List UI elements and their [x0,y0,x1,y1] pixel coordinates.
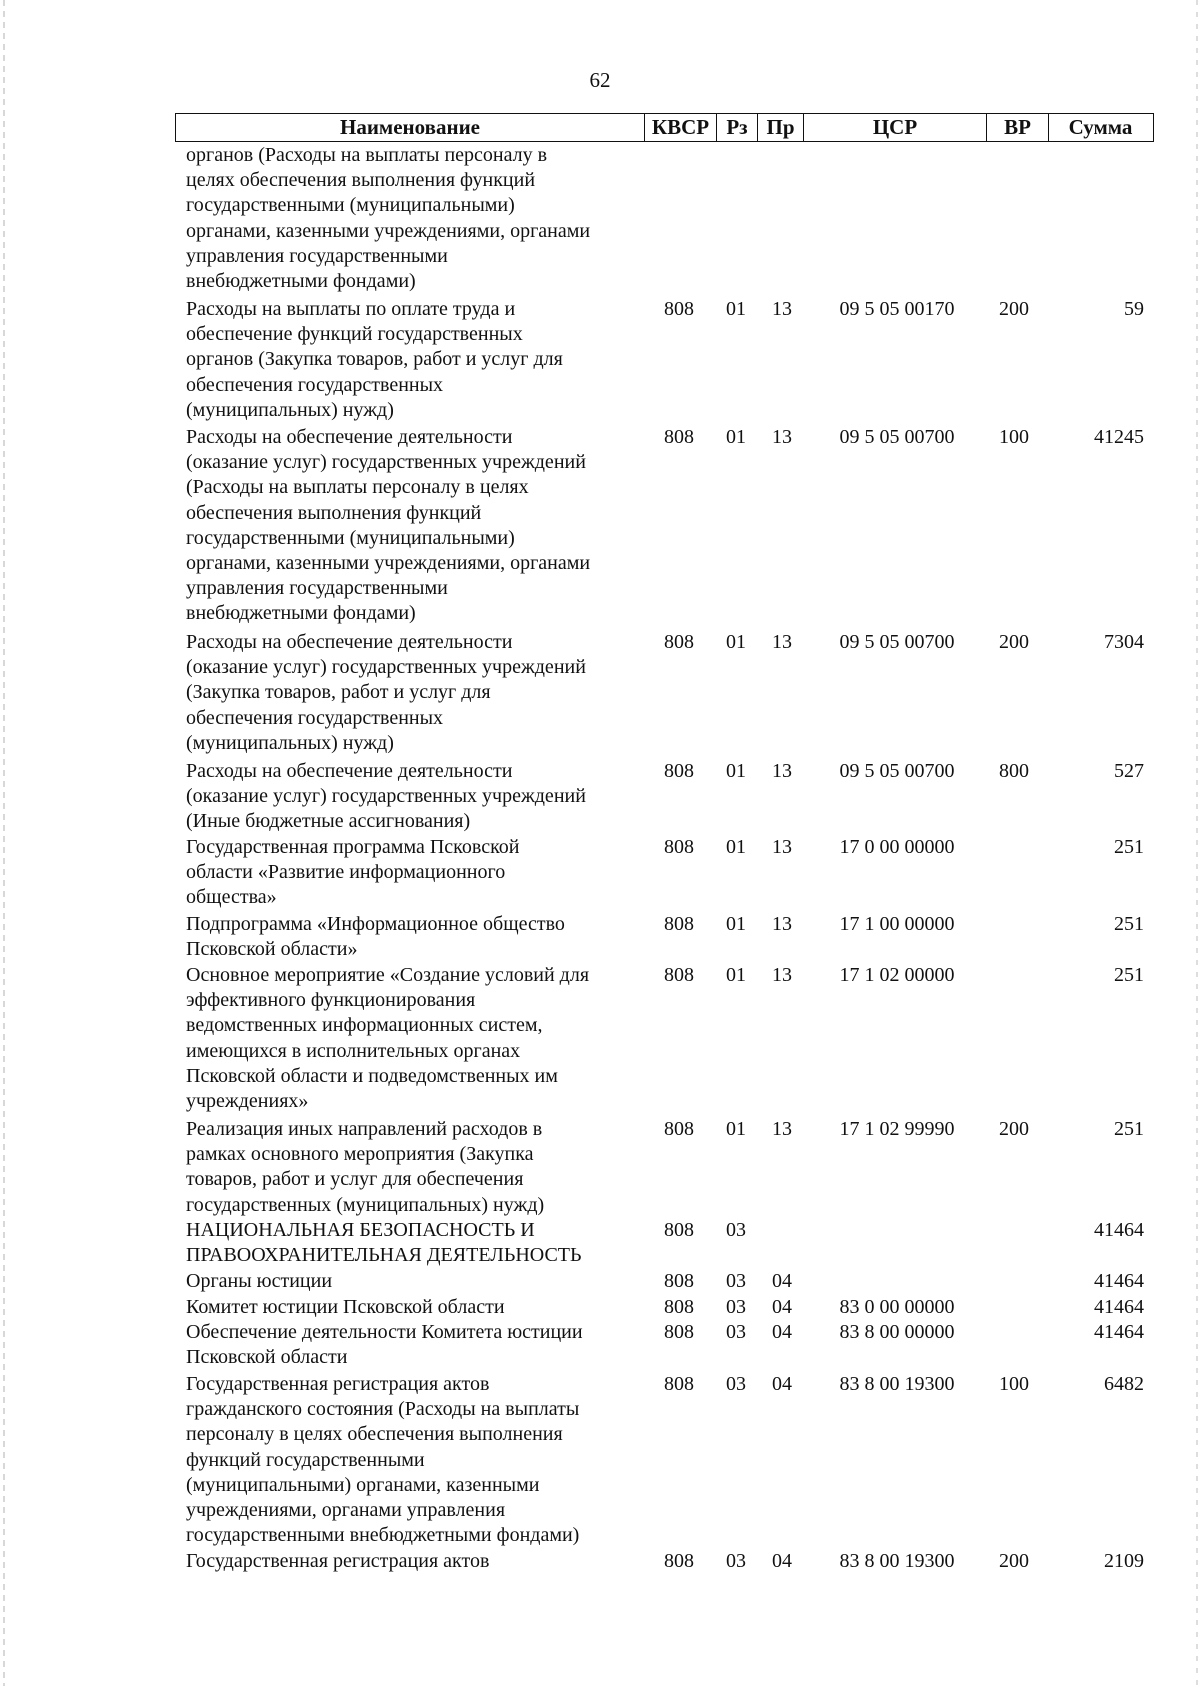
row-name: органов (Расходы на выплаты персоналу в целях обеспечения выполнения функций государственными (муниципальными) органами, казенными учреждениями, органами управления государственными внебюджетными фондами) [186,144,591,293]
row-sum: 59 [1124,298,1144,320]
header-pr: Пр [758,114,804,141]
row-name: Государственная регистрация актов гражданского состояния (Расходы на выплаты персоналу в целях обеспечения выполнения функций государственными (муниципальными) органами, казенными учреждениями, органами управления государственными внебюджетными фондами) [186,1373,580,1547]
scan-edge-right [1196,0,1198,1686]
row-csr: 17 1 00 00000 [839,913,955,935]
row-pr: 13 [772,760,792,782]
row-name: Расходы на обеспечение деятельности (оказание услуг) государственных учреждений (Иные бюджетные ассигнования) [186,760,586,833]
row-csr: 09 5 05 00700 [839,760,955,782]
row-csr: 09 5 05 00700 [839,426,955,448]
row-name: Государственная регистрация актов [186,1550,490,1572]
row-sum: 41464 [1094,1296,1144,1318]
row-vr: 200 [999,631,1029,653]
row-pr: 04 [772,1321,792,1343]
header-name: Наименование [176,114,645,141]
row-sum: 41464 [1094,1219,1144,1241]
row-sum: 6482 [1104,1373,1144,1395]
header-kvsr: КВСР [645,114,717,141]
row-vr: 800 [999,760,1029,782]
row-kvsr: 808 [664,1219,694,1241]
row-pr: 04 [772,1550,792,1572]
row-kvsr: 808 [664,426,694,448]
header-sum: Сумма [1068,115,1133,139]
table-header [175,113,1154,142]
row-kvsr: 808 [664,836,694,858]
row-vr: 200 [999,1118,1029,1140]
row-kvsr: 808 [664,298,694,320]
row-kvsr: 808 [664,1321,694,1343]
row-name: Комитет юстиции Псковской области [186,1296,505,1318]
row-pr: 04 [772,1296,792,1318]
row-rz: 03 [726,1296,746,1318]
page-number: 62 [589,68,611,92]
row-pr: 13 [772,631,792,653]
row-sum: 7304 [1104,631,1144,653]
row-kvsr: 808 [664,1373,694,1395]
row-rz: 01 [726,836,746,858]
row-sum: 527 [1114,760,1144,782]
row-rz: 03 [726,1321,746,1343]
row-name: Расходы на обеспечение деятельности (оказание услуг) государственных учреждений (Расходы на выплаты персоналу в целях обеспечения выполнения функций государственными (муниципальными) органами, казенными учреждениями, органами управления государственными внебюджетными фондами) [186,426,591,625]
header-csr: ЦСР [804,114,987,141]
row-csr: 17 1 02 00000 [839,964,955,986]
scan-edge-left [3,0,5,1686]
row-name: Подпрограмма «Информационное общество Псковской области» [186,913,565,961]
row-kvsr: 808 [664,964,694,986]
row-rz: 01 [726,913,746,935]
row-csr: 83 0 00 00000 [839,1296,955,1318]
row-kvsr: 808 [664,913,694,935]
row-pr: 13 [772,913,792,935]
row-pr: 13 [772,298,792,320]
row-kvsr: 808 [664,1118,694,1140]
row-sum: 251 [1114,913,1144,935]
row-sum: 41245 [1094,426,1144,448]
row-csr: 09 5 05 00170 [839,298,955,320]
row-csr: 83 8 00 00000 [839,1321,955,1343]
row-name: Основное мероприятие «Создание условий для эффективного функционирования ведомственных информационных систем, имеющихся в исполнительных органах Псковской области и подведомственных им учреждениях» [186,964,590,1113]
row-rz: 01 [726,760,746,782]
row-rz: 03 [726,1373,746,1395]
row-rz: 01 [726,964,746,986]
row-name: Расходы на обеспечение деятельности (оказание услуг) государственных учреждений (Закупка товаров, работ и услуг для обеспечения государственных (муниципальных) нужд) [186,631,586,754]
row-pr: 04 [772,1270,792,1292]
row-sum: 251 [1114,1118,1144,1140]
row-kvsr: 808 [664,1270,694,1292]
row-rz: 01 [726,298,746,320]
row-csr: 17 1 02 99990 [839,1118,955,1140]
row-rz: 03 [726,1550,746,1572]
row-name: НАЦИОНАЛЬНАЯ БЕЗОПАСНОСТЬ И ПРАВООХРАНИТЕЛЬНАЯ ДЕЯТЕЛЬНОСТЬ [186,1219,582,1267]
row-rz: 03 [726,1219,746,1241]
row-sum: 41464 [1094,1270,1144,1292]
row-sum: 41464 [1094,1321,1144,1343]
row-sum: 251 [1114,836,1144,858]
row-vr: 100 [999,426,1029,448]
row-sum: 251 [1114,964,1144,986]
row-name: Обеспечение деятельности Комитета юстиции Псковской области [186,1321,583,1369]
row-pr: 13 [772,426,792,448]
header-rz: Рз [717,114,758,141]
row-kvsr: 808 [664,1550,694,1572]
row-rz: 01 [726,1118,746,1140]
row-csr: 83 8 00 19300 [839,1550,955,1572]
row-vr: 200 [999,1550,1029,1572]
row-kvsr: 808 [664,631,694,653]
row-pr: 13 [772,964,792,986]
row-name: Государственная программа Псковской области «Развитие информационного общества» [186,836,520,909]
row-vr: 200 [999,298,1029,320]
row-name: Расходы на выплаты по оплате труда и обеспечение функций государственных органов (Закупка товаров, работ и услуг для обеспечения государственных (муниципальных) нужд) [186,298,563,421]
row-kvsr: 808 [664,1296,694,1318]
row-csr: 17 0 00 00000 [839,836,955,858]
row-sum: 2109 [1104,1550,1144,1572]
row-name: Органы юстиции [186,1270,333,1292]
row-pr: 13 [772,836,792,858]
row-rz: 01 [726,631,746,653]
row-vr: 100 [999,1373,1029,1395]
row-pr: 13 [772,1118,792,1140]
row-csr: 83 8 00 19300 [839,1373,955,1395]
header-vr: ВР [987,114,1049,141]
row-rz: 01 [726,426,746,448]
row-kvsr: 808 [664,760,694,782]
row-csr: 09 5 05 00700 [839,631,955,653]
row-name: Реализация иных направлений расходов в рамках основного мероприятия (Закупка товаров, работ и услуг для обеспечения государственных (муниципальных) нужд) [186,1118,545,1216]
row-rz: 03 [726,1270,746,1292]
row-pr: 04 [772,1373,792,1395]
